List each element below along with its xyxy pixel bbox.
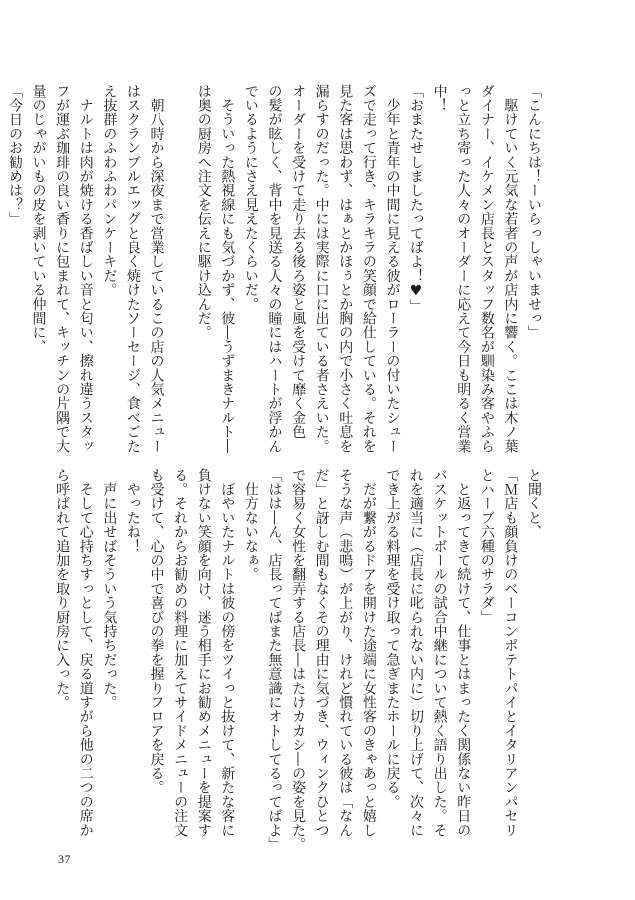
text-line: の髪が眩しく、背中を見送る人々の瞳にはハートが浮かん xyxy=(266,84,283,454)
text-line: る。それからお勧めの料理に加えてサイドメニューの注文 xyxy=(172,468,189,838)
text-line: は奥の厨房へ注文を伝えに駆け込んだ。 xyxy=(195,84,212,340)
text-line: と聞くと、 xyxy=(526,468,542,539)
text-line: 「Ｍ店も顔負けのベーコンポテトパイとイタリアンパセリ xyxy=(502,468,519,838)
text-line: と返ってきて続けて、仕事とはまったく関係ない昨日の xyxy=(455,468,472,838)
text-line: 仕方ないなぁ。 xyxy=(242,468,259,582)
text-line: そして心持ちすっとして、戻る道すがら他の二つの席か xyxy=(77,468,94,838)
text-line: 朝八時から深夜まで営業しているこの店の人気メニュー xyxy=(148,84,165,454)
text-line: 「こんにちは！ーいらっしゃいませっ」 xyxy=(526,84,542,340)
text-line: 漏らすのだった。中には実際に口に出ている者さえいた。 xyxy=(313,84,330,454)
text-line: ナルトは肉が焼ける香ばしい音と匂い、擦れ違うスタッ xyxy=(77,84,94,454)
text-line: だ」と訝しむ間もなくその理由に気づき、ウィンクひとつ xyxy=(313,468,330,838)
text-line: 負けない笑顔を向け、迷う相手にお勧めメニューを提案す xyxy=(195,468,212,838)
text-line: 声に出せばそういう気持ちだった。 xyxy=(101,468,118,710)
text-line: も受けて、心の中で喜びの拳を握りフロアを戻る。 xyxy=(148,468,165,795)
text-line: そうな声（悲鳴）が上がり、けれど慣れている彼は「なん xyxy=(337,468,354,838)
text-line: フが運ぶ珈琲の良い香りに包まれて、キッチンの片隅で大 xyxy=(54,84,71,454)
text-line: 駆けていく元気な若者の声が店内に響く。ここは木ノ葉 xyxy=(502,84,519,454)
text-line: でいるようにさえ見えたくらいだ。 xyxy=(242,84,259,312)
text-line: ズで走って行き、キラキラの笑顔で給仕している。それを xyxy=(360,84,377,454)
page-number: 37 xyxy=(58,852,71,866)
text-line: やったね！ xyxy=(124,468,141,554)
text-line: とハーブ六種のサラダ」 xyxy=(478,468,495,625)
text-line: そういった熱視線にも気づかず、彼―うずまきナルト― xyxy=(219,84,236,454)
text-line: 量のじゃがいもの皮を剥いている仲間に、 xyxy=(30,84,47,354)
text-line: 「今日のお勧めは？」 xyxy=(6,84,23,226)
text-line: バスケットボールの試合中継について熱く語り出した。そ xyxy=(431,468,448,838)
text-line: れを適当に（店長に叱られない内に）切り上げて、次々に xyxy=(408,468,425,838)
text-line: ダイナー、イケメン店長とスタッフ数名が馴染み客やふら xyxy=(478,84,495,454)
text-line xyxy=(168,84,192,444)
text-line: 「おまたせしましたってばよ！♥」 xyxy=(408,84,425,314)
text-line: ぼやいたナルトは彼の傍をツイっと抜けて、新たな客に xyxy=(219,468,236,838)
text-line: っと立ち寄った人々のオーダーに応えて今日も明るく営業 xyxy=(455,84,472,454)
text-line: 中！ xyxy=(431,84,448,113)
text-line: え抜群のふわふわパンケーキだ。 xyxy=(101,84,118,297)
text-line: だが繋がるドアを開けた途端に女性客のきゃあっと嬉し xyxy=(360,468,377,838)
text-line: 「はは―ん、店長ってばまた無意識にオトしてるってばよ」 xyxy=(266,468,283,852)
text-line: 少年と青年の中間に見える彼がローラーの付いたシュー xyxy=(384,84,401,454)
text-line: でき上がる料理を受け取って急ぎまたホールに戻る。 xyxy=(384,468,401,809)
upper-text-block xyxy=(2,84,545,454)
text-line: はスクランブルエッグと良く焼けたソーセージ、食べごた xyxy=(124,84,141,454)
text-line: 見た客は思わず、はぁとかほぅとか胸の内で小さく吐息を xyxy=(337,84,354,454)
text-line: で容易く女性を翻弄する店長―はたけカカシ―の姿を見た。 xyxy=(290,468,307,852)
lower-text-block xyxy=(50,468,545,852)
text-line: オーダーを受けて走り去る後ろ姿と風を受けて靡く金色 xyxy=(290,84,307,439)
text-line: ら呼ばれて追加を取り厨房に入った。 xyxy=(54,468,71,710)
